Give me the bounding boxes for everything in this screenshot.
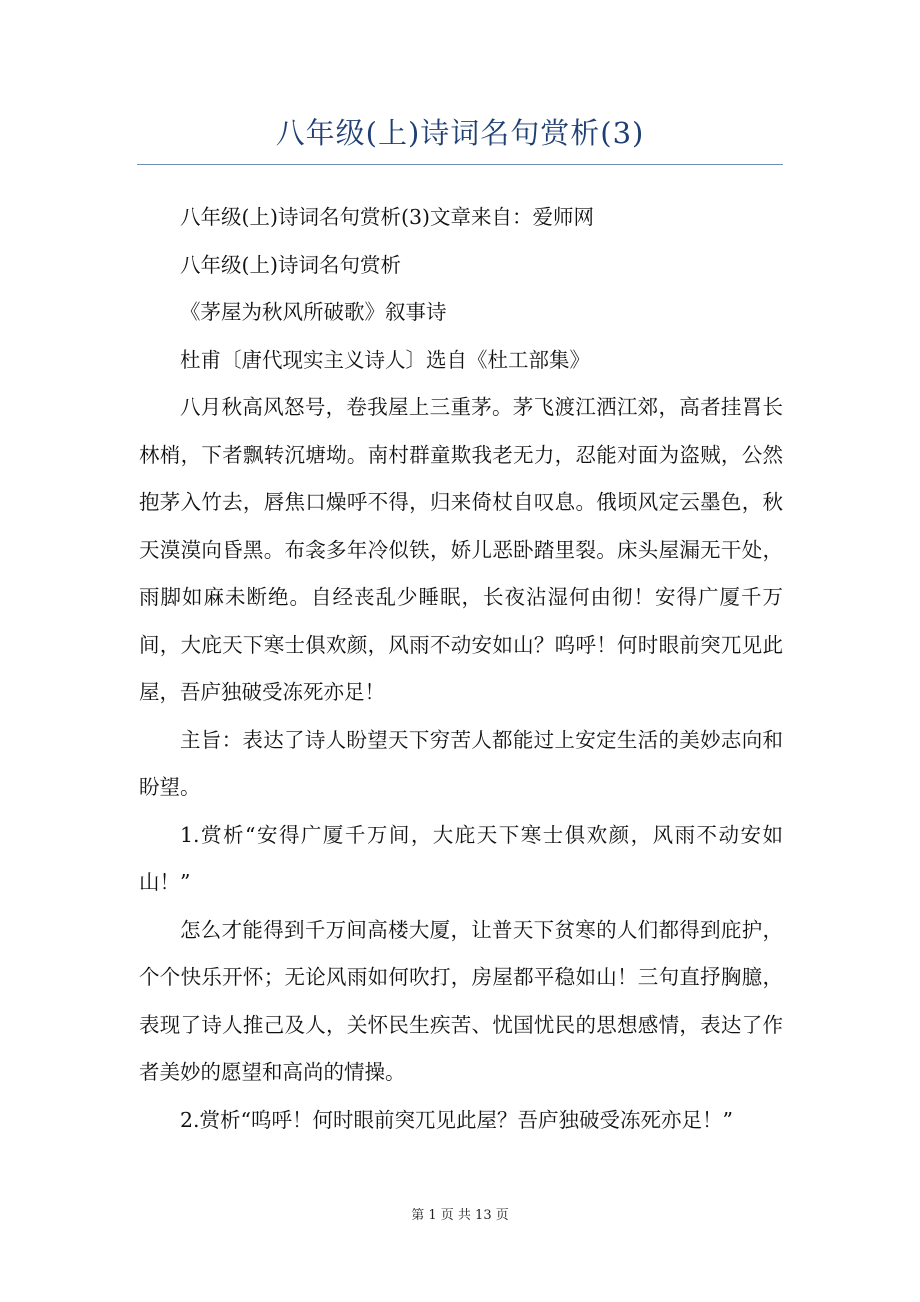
paragraph-analysis-2-heading: 2.赏析“呜呼！何时眼前突兀见此屋？吾庐独破受冻死亦足！” — [180, 1107, 734, 1132]
paragraph-analysis-1-heading: 1.赏析“安得广厦千万间，大庇天下寒士俱欢颜，风雨不动安如山！” — [139, 822, 783, 894]
paragraph-poem-title: 《茅屋为秋风所破歌》叙事诗 — [180, 300, 447, 324]
paragraph-subtitle: 八年级(上)诗词名句赏析 — [180, 252, 401, 277]
paragraph-theme: 主旨：表达了诗人盼望天下穷苦人都能过上安定生活的美妙志向和盼望。 — [139, 727, 783, 799]
paragraph-author: 杜甫〔唐代现实主义诗人〕选自《杜工部集》 — [180, 347, 590, 372]
page-footer: 第 1 页 共 13 页 — [411, 1208, 509, 1223]
document-body — [139, 194, 783, 1144]
page-title: 八年级(上)诗词名句赏析(3) — [275, 116, 645, 150]
paragraph-source: 八年级(上)诗词名句赏析(3)文章来自：爱师网 — [180, 205, 595, 229]
title-divider — [137, 164, 783, 165]
paragraph-poem-text: 八月秋高风怒号，卷我屋上三重茅。茅飞渡江洒江郊，高者挂罥长林梢，下者飘转沉塘坳。南村群童欺我老无力，忍能对面为盗贼，公然抱茅入竹去，唇焦口燥呼不得，归来倚杖自叹息。俄顷风定云墨色，秋天漠漠向昏黑。布衾多年冷似铁，娇儿恶卧踏里裂。床头屋漏无干处，雨脚如麻未断绝。自经丧乱少睡眠，长夜沾湿何由彻！安得广厦千万间，大庇天下寒士俱欢颜，风雨不动安如山？呜呼！何时眼前突兀见此屋，吾庐独破受冻死亦足！ — [139, 395, 783, 704]
paragraph-analysis-1-body: 怎么才能得到千万间高楼大厦，让普天下贫寒的人们都得到庇护，个个快乐开怀；无论风雨如何吹打，房屋都平稳如山！三句直抒胸臆，表现了诗人推己及人，关怀民生疾苦、忧国忧民的思想感情，表达了作者美妙的愿望和高尚的情操。 — [139, 917, 783, 1084]
